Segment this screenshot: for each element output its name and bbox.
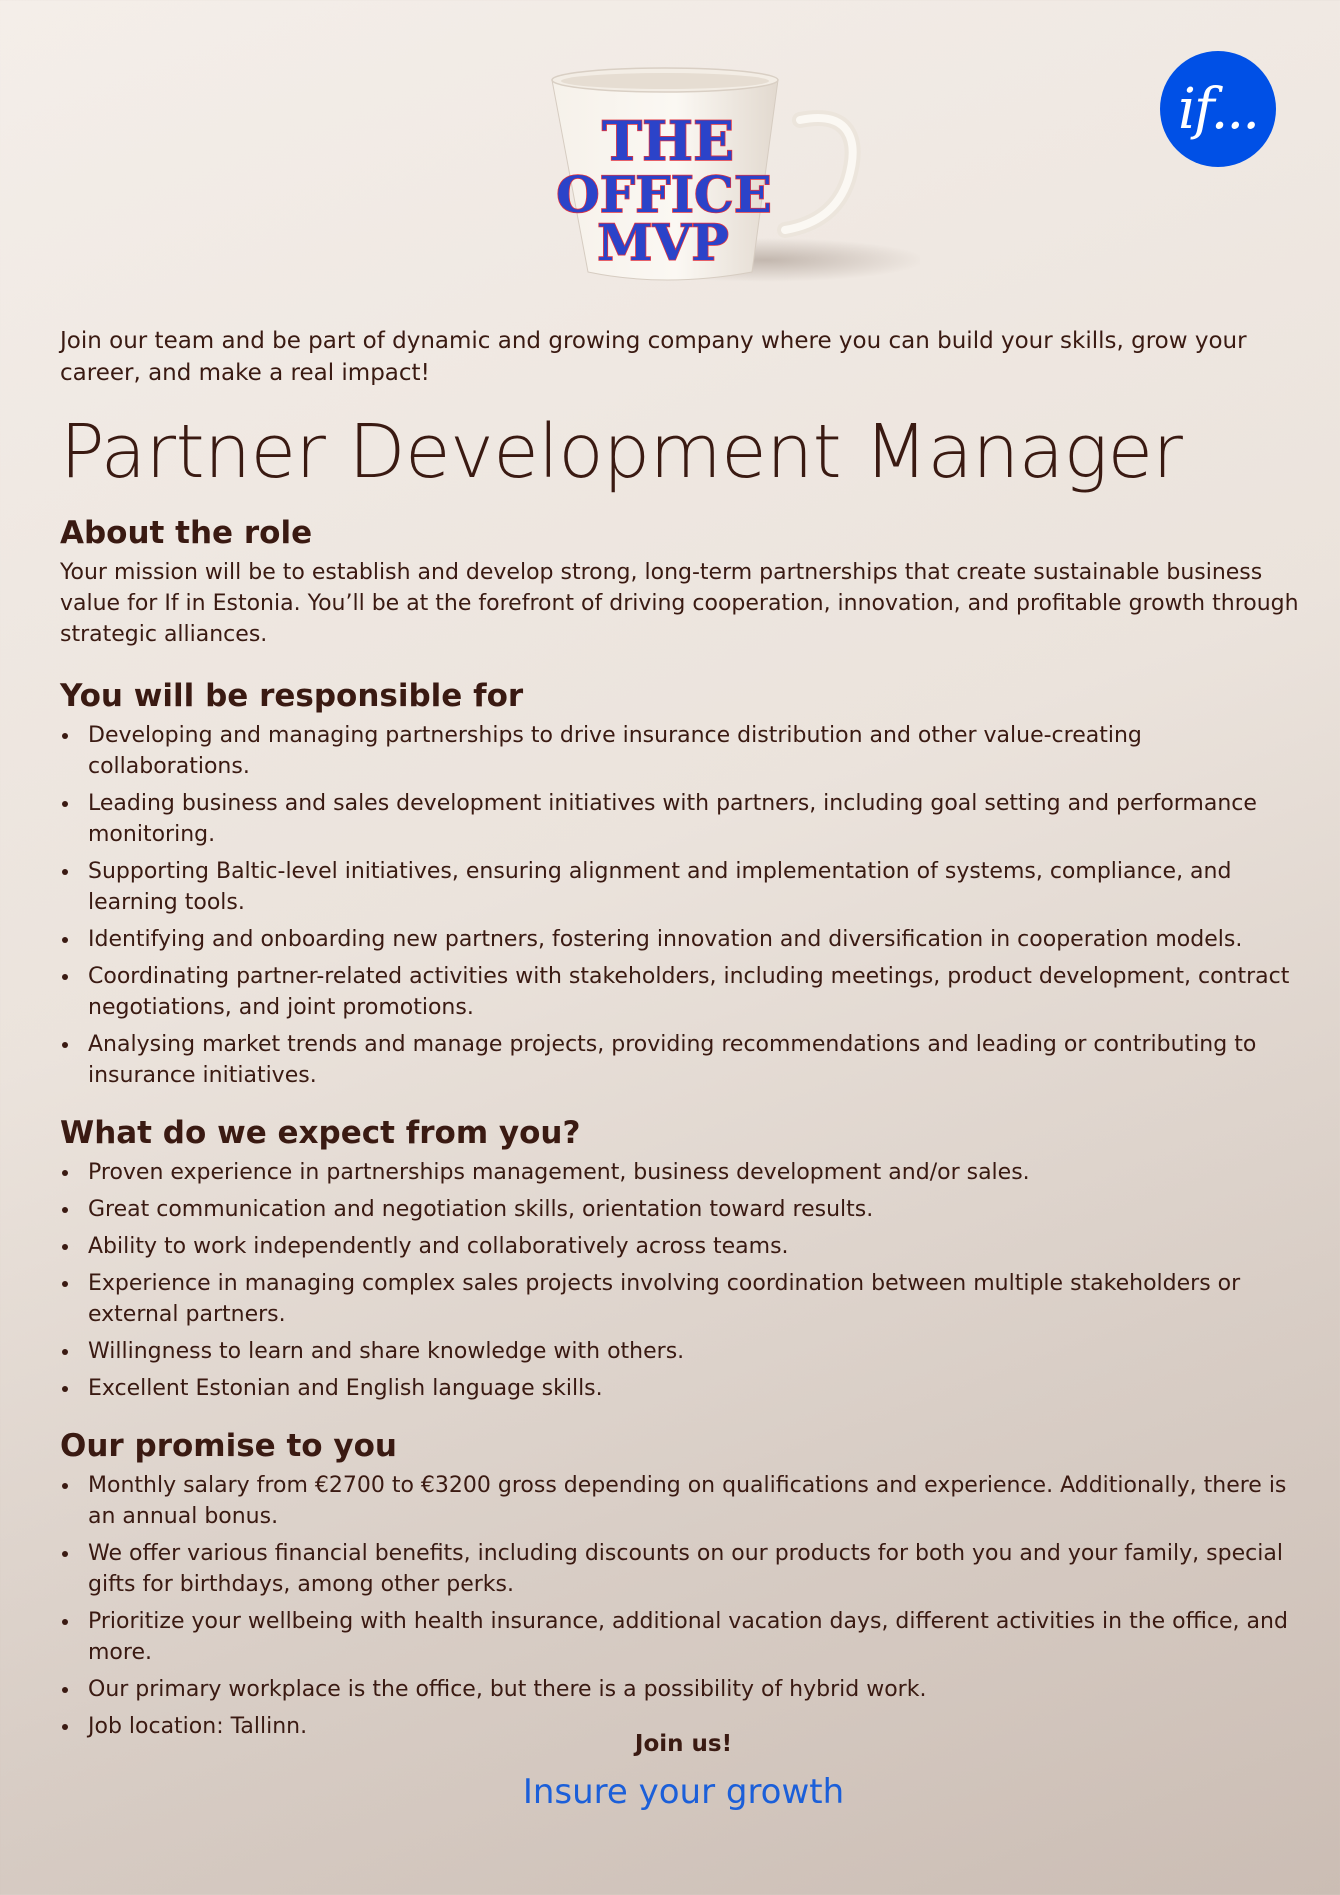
promise-section (60, 1426, 1310, 1742)
expectations-heading: What do we expect from you? (60, 1115, 581, 1151)
expectations-list (60, 1157, 1310, 1404)
mug-print-line: OFFICE (556, 165, 772, 224)
list-item: Prioritize your wellbeing with health insurance, additional vacation days, different activities in the office, and more. (60, 1606, 1310, 1668)
header-area (0, 0, 1340, 300)
list-item: Supporting Baltic-level initiatives, ensuring alignment and implementation of systems, compliance, and learning tools. (60, 856, 1310, 918)
office-mvp-mug-image (530, 60, 920, 300)
about-heading: About the role (60, 515, 313, 551)
job-title: Partner Development Manager (60, 409, 1183, 495)
list-item: Our primary workplace is the office, but there is a possibility of hybrid work. (60, 1674, 1310, 1705)
about-section (60, 513, 1310, 650)
expectations-section (60, 1113, 1310, 1404)
list-item: Experience in managing complex sales projects involving coordination between multiple stakeholders or external partners. (60, 1268, 1310, 1330)
list-item: Monthly salary from €2700 to €3200 gross depending on qualifications and experience. Additionally, there is an annual bonus. (60, 1470, 1310, 1532)
responsibilities-section (60, 676, 1310, 1091)
list-item: Willingness to learn and share knowledge with others. (60, 1336, 1310, 1367)
list-item: Identifying and onboarding new partners, fostering innovation and diversification in cooperation models. (60, 924, 1310, 955)
logo-text: if... (1177, 76, 1259, 142)
intro-text: Join our team and be part of dynamic and growing company where you can build your skills, grow your career, and make a real impact! (60, 328, 1247, 386)
closing-section (0, 1726, 1340, 1814)
list-item: We offer various financial benefits, including discounts on our products for both you and your family, special gifts for birthdays, among other perks. (60, 1538, 1310, 1600)
responsibilities-list (60, 720, 1310, 1091)
list-item: Developing and managing partnerships to drive insurance distribution and other value-creating collaborations. (60, 720, 1310, 782)
responsibilities-heading: You will be responsible for (60, 678, 524, 714)
about-text: Your mission will be to establish and develop strong, long-term partnerships that create sustainable business value for If in Estonia. You’ll be at the forefront of driving cooperation, innovation, and profitable growth through strategic alliances. (60, 560, 1299, 647)
list-item: Analysing market trends and manage projects, providing recommendations and leading or contributing to insurance initiatives. (60, 1029, 1310, 1091)
list-item: Coordinating partner-related activities with stakeholders, including meetings, product development, contract negotiations, and joint promotions. (60, 961, 1310, 1023)
list-item: Job location: Tallinn. (60, 1711, 1310, 1742)
list-item: Proven experience in partnerships management, business development and/or sales. (60, 1157, 1310, 1188)
tagline: Insure your growth (522, 1772, 845, 1812)
list-item: Excellent Estonian and English language skills. (60, 1373, 1310, 1404)
mug-print-line: THE (601, 109, 735, 173)
list-item: Leading business and sales development initiatives with partners, including goal setting and performance monitoring. (60, 788, 1310, 850)
join-us-text: Join us! (634, 1731, 733, 1757)
job-ad-content (60, 325, 1310, 1764)
list-item: Great communication and negotiation skills, orientation toward results. (60, 1194, 1310, 1225)
mug-print-line: MVP (597, 213, 729, 272)
if-logo (1160, 51, 1276, 167)
promise-heading: Our promise to you (60, 1428, 397, 1464)
list-item: Ability to work independently and collaboratively across teams. (60, 1231, 1310, 1262)
promise-list (60, 1470, 1310, 1742)
